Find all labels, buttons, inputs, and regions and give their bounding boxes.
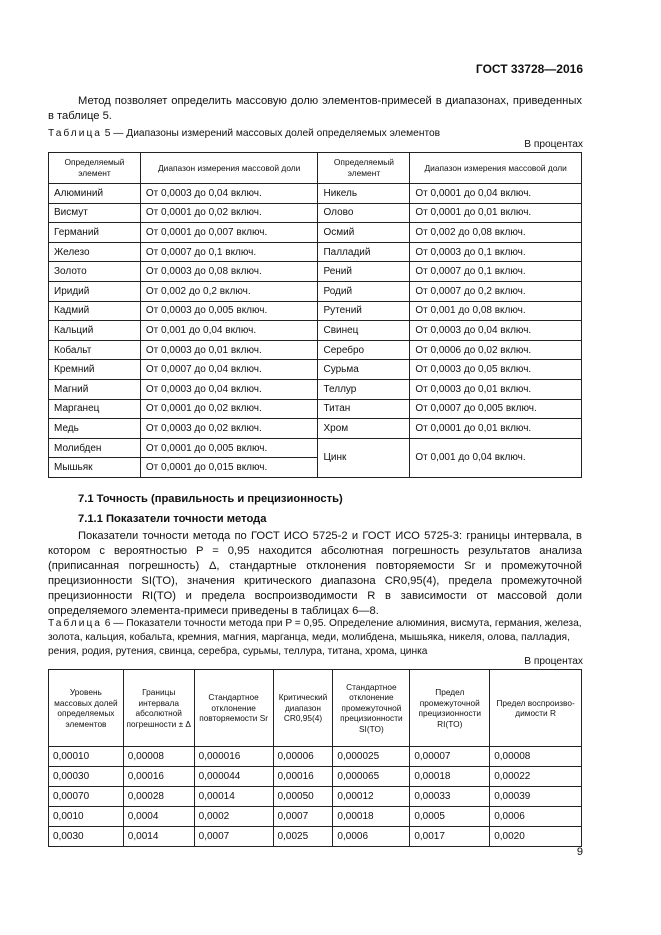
table6-header-cell: Уровень массовых долей определяемых элементов xyxy=(49,670,124,747)
table-row xyxy=(49,827,582,847)
table5-row xyxy=(49,301,582,321)
table5-header-cell: Диапазон измерения массовой доли xyxy=(140,153,318,184)
table6-cell: 0,00012 xyxy=(333,787,410,807)
table5-element-cell: Молибден xyxy=(49,438,141,458)
table5-range-cell: От 0,0001 до 0,02 включ. xyxy=(140,399,318,419)
table5-element-cell: Теллур xyxy=(318,379,410,399)
table5-range-cell: От 0,0007 до 0,1 включ. xyxy=(410,262,582,282)
table5-element-cell: Рений xyxy=(318,262,410,282)
table5 xyxy=(48,152,582,478)
table5-range-cell: От 0,0003 до 0,04 включ. xyxy=(140,379,318,399)
table-row xyxy=(49,767,582,787)
table5-header-cell: Определяемый элемент xyxy=(318,153,410,184)
table6-caption xyxy=(48,617,582,659)
table6-header-cell: Критический диапазон CR0,95(4) xyxy=(273,670,333,747)
table5-element-cell: Хром xyxy=(318,419,410,439)
table5-unit: В процентах xyxy=(524,139,583,150)
table5-row xyxy=(49,242,582,262)
table6-cell: 0,0004 xyxy=(123,807,194,827)
table5-range-cell: От 0,0006 до 0,02 включ. xyxy=(410,340,582,360)
table6-unit: В процентах xyxy=(524,656,583,667)
table6-cell: 0,0014 xyxy=(123,827,194,847)
table5-caption-label: Таблица xyxy=(48,128,102,139)
table5-range-cell: От 0,0001 до 0,015 включ. xyxy=(140,458,318,478)
table6-cell: 0,00016 xyxy=(123,767,194,787)
table5-range-cell: От 0,0001 до 0,02 включ. xyxy=(140,203,318,223)
table5-range-cell: От 0,0003 до 0,01 включ. xyxy=(140,340,318,360)
table5-range-cell: От 0,0007 до 0,2 включ. xyxy=(410,281,582,301)
table6-cell: 0,00006 xyxy=(273,747,333,767)
table5-range-cell: От 0,0003 до 0,05 включ. xyxy=(410,360,582,380)
table6-cell: 0,00033 xyxy=(410,787,490,807)
section-7-1-1-heading: 7.1.1 Показатели точности метода xyxy=(78,513,267,525)
table6-cell: 0,00070 xyxy=(49,787,124,807)
section-7-1-1-paragraph: Показатели точности метода по ГОСТ ИСО 5725-2 и ГОСТ ИСО 5725-3: границы интервала, в котором с вероятностью P = 0,95 находится абсолютная погрешность результатов анализа (приписанная погрешность) Δ, стандартные отклонения повторяемости Sr и промежуточной прецизионности SI(TO), значения критического диапазона CR0,95(4), предела промежуточной прецизионности RI(TO) и предела воспроизводимости R в зависимости от массовой доли определяемого элемента-примеси приведены в таблицах 6—8. xyxy=(48,530,582,617)
table6-cell: 0,00022 xyxy=(490,767,582,787)
table5-element-cell: Кремний xyxy=(49,360,141,380)
table5-range-cell: От 0,0007 до 0,005 включ. xyxy=(410,399,582,419)
table6-cell: 0,0006 xyxy=(333,827,410,847)
table6-header-cell: Границы интервала абсолютной погрешности ± Δ xyxy=(123,670,194,747)
table5-row xyxy=(49,262,582,282)
table5-row xyxy=(49,379,582,399)
table-row xyxy=(49,787,582,807)
table5-range-cell: От 0,0007 до 0,1 включ. xyxy=(140,242,318,262)
table5-header-cell: Определяемый элемент xyxy=(49,153,141,184)
table6-cell: 0,00008 xyxy=(490,747,582,767)
table-row xyxy=(49,747,582,767)
table5-element-cell: Мышьяк xyxy=(49,458,141,478)
document-header: ГОСТ 33728—2016 xyxy=(475,62,583,76)
table6-cell: 0,00028 xyxy=(123,787,194,807)
table6-header-row xyxy=(49,670,582,747)
table5-element-cell: Цинк xyxy=(318,438,410,477)
table6-header-cell: Предел промежуточной прецизионности RI(TO) xyxy=(410,670,490,747)
table6-cell: 0,00008 xyxy=(123,747,194,767)
table5-range-cell: От 0,0003 до 0,04 включ. xyxy=(140,184,318,204)
intro-paragraph: Метод позволяет определить массовую долю элементов-примесей в диапазонах, приведенных в таблице 5. xyxy=(48,95,582,122)
table5-range-cell: От 0,0003 до 0,1 включ. xyxy=(410,242,582,262)
table5-range-cell: От 0,001 до 0,08 включ. xyxy=(410,301,582,321)
table5-element-cell: Титан xyxy=(318,399,410,419)
table5-row xyxy=(49,360,582,380)
table5-header-cell: Диапазон измерения массовой доли xyxy=(410,153,582,184)
table5-row xyxy=(49,321,582,341)
table6-cell: 0,00030 xyxy=(49,767,124,787)
table5-row xyxy=(49,399,582,419)
table5-element-cell: Сурьма xyxy=(318,360,410,380)
table5-range-cell: От 0,0003 до 0,02 включ. xyxy=(140,419,318,439)
table5-range-cell: От 0,0001 до 0,01 включ. xyxy=(410,419,582,439)
table6-cell: 0,0025 xyxy=(273,827,333,847)
table5-row xyxy=(49,340,582,360)
table5-range-cell: От 0,0001 до 0,01 включ. xyxy=(410,203,582,223)
table5-row xyxy=(49,223,582,243)
table5-range-cell: От 0,0003 до 0,04 включ. xyxy=(410,321,582,341)
table6-cell: 0,000025 xyxy=(333,747,410,767)
table5-range-cell: От 0,0007 до 0,04 включ. xyxy=(140,360,318,380)
table5-element-cell: Осмий xyxy=(318,223,410,243)
table6-cell: 0,000065 xyxy=(333,767,410,787)
table5-header-row xyxy=(49,153,582,184)
table6-caption-text: 6 — Показатели точности метода при P = 0,95. Определение алюминия, висмута, германия, железа, золота, кальция, кобальта, кремния, магния, марганца, меди, молибдена, мышьяка, никеля, олова, палладия, рения, родия, рутения, свинца, серебра, сурьмы, теллура, титана, хрома, цинка xyxy=(48,618,582,657)
table6-cell: 0,0005 xyxy=(410,807,490,827)
table5-row xyxy=(49,438,582,458)
table6-cell: 0,000016 xyxy=(194,747,273,767)
table6-cell: 0,00018 xyxy=(410,767,490,787)
table5-element-cell: Родий xyxy=(318,281,410,301)
table5-range-cell: От 0,0001 до 0,04 включ. xyxy=(410,184,582,204)
table6-cell: 0,00018 xyxy=(333,807,410,827)
table6-cell: 0,0002 xyxy=(194,807,273,827)
table5-caption xyxy=(48,127,582,141)
table5-caption-text: 5 — Диапазоны измерений массовых долей определяемых элементов xyxy=(104,128,441,139)
table6-caption-label: Таблица xyxy=(48,618,102,629)
table6-cell: 0,00007 xyxy=(410,747,490,767)
table6-cell: 0,00039 xyxy=(490,787,582,807)
table6-header-cell: Стандартное отклонение промежуточной прецизионности SI(TO) xyxy=(333,670,410,747)
table6-cell: 0,0030 xyxy=(49,827,124,847)
page-number: 9 xyxy=(576,846,583,858)
table5-range-cell: От 0,0001 до 0,007 включ. xyxy=(140,223,318,243)
table5-element-cell: Висмут xyxy=(49,203,141,223)
table5-range-cell: От 0,002 до 0,2 включ. xyxy=(140,281,318,301)
table6-header-cell: Стандартное отклонение повторяемости Sr xyxy=(194,670,273,747)
table6-cell: 0,00016 xyxy=(273,767,333,787)
table6-cell: 0,0007 xyxy=(194,827,273,847)
table5-element-cell: Кадмий xyxy=(49,301,141,321)
table6-cell: 0,000044 xyxy=(194,767,273,787)
table6-header-cell: Предел воспроизводимости R xyxy=(490,670,582,747)
table5-range-cell: От 0,002 до 0,08 включ. xyxy=(410,223,582,243)
table5-row xyxy=(49,419,582,439)
table6-cell: 0,0007 xyxy=(273,807,333,827)
table5-row xyxy=(49,184,582,204)
table5-element-cell: Рутений xyxy=(318,301,410,321)
table-row xyxy=(49,807,582,827)
table6-cell: 0,00014 xyxy=(194,787,273,807)
table5-element-cell: Серебро xyxy=(318,340,410,360)
table5-range-cell: От 0,0003 до 0,01 включ. xyxy=(410,379,582,399)
table5-element-cell: Магний xyxy=(49,379,141,399)
table5-row xyxy=(49,281,582,301)
table5-element-cell: Медь xyxy=(49,419,141,439)
table5-element-cell: Палладий xyxy=(318,242,410,262)
section-7-1-heading: 7.1 Точность (правильность и прецизионность) xyxy=(78,493,343,505)
table6-cell: 0,0010 xyxy=(49,807,124,827)
table5-element-cell: Свинец xyxy=(318,321,410,341)
table5-element-cell: Кобальт xyxy=(49,340,141,360)
table5-element-cell: Кальций xyxy=(49,321,141,341)
table5-element-cell: Германий xyxy=(49,223,141,243)
table6-cell: 0,0017 xyxy=(410,827,490,847)
table6-cell: 0,0020 xyxy=(490,827,582,847)
table6 xyxy=(48,669,582,847)
table5-element-cell: Марганец xyxy=(49,399,141,419)
table5-range-cell: От 0,0003 до 0,005 включ. xyxy=(140,301,318,321)
table5-row xyxy=(49,203,582,223)
table6-cell: 0,0006 xyxy=(490,807,582,827)
table5-range-cell: От 0,0001 до 0,005 включ. xyxy=(140,438,318,458)
table5-element-cell: Железо xyxy=(49,242,141,262)
table5-element-cell: Иридий xyxy=(49,281,141,301)
table5-element-cell: Олово xyxy=(318,203,410,223)
table5-element-cell: Алюминий xyxy=(49,184,141,204)
table5-element-cell: Никель xyxy=(318,184,410,204)
table5-range-cell: От 0,001 до 0,04 включ. xyxy=(140,321,318,341)
table6-cell: 0,00050 xyxy=(273,787,333,807)
table6-cell: 0,00010 xyxy=(49,747,124,767)
table5-range-cell: От 0,0003 до 0,08 включ. xyxy=(140,262,318,282)
table5-range-cell: От 0,001 до 0,04 включ. xyxy=(410,438,582,477)
table5-element-cell: Золото xyxy=(49,262,141,282)
